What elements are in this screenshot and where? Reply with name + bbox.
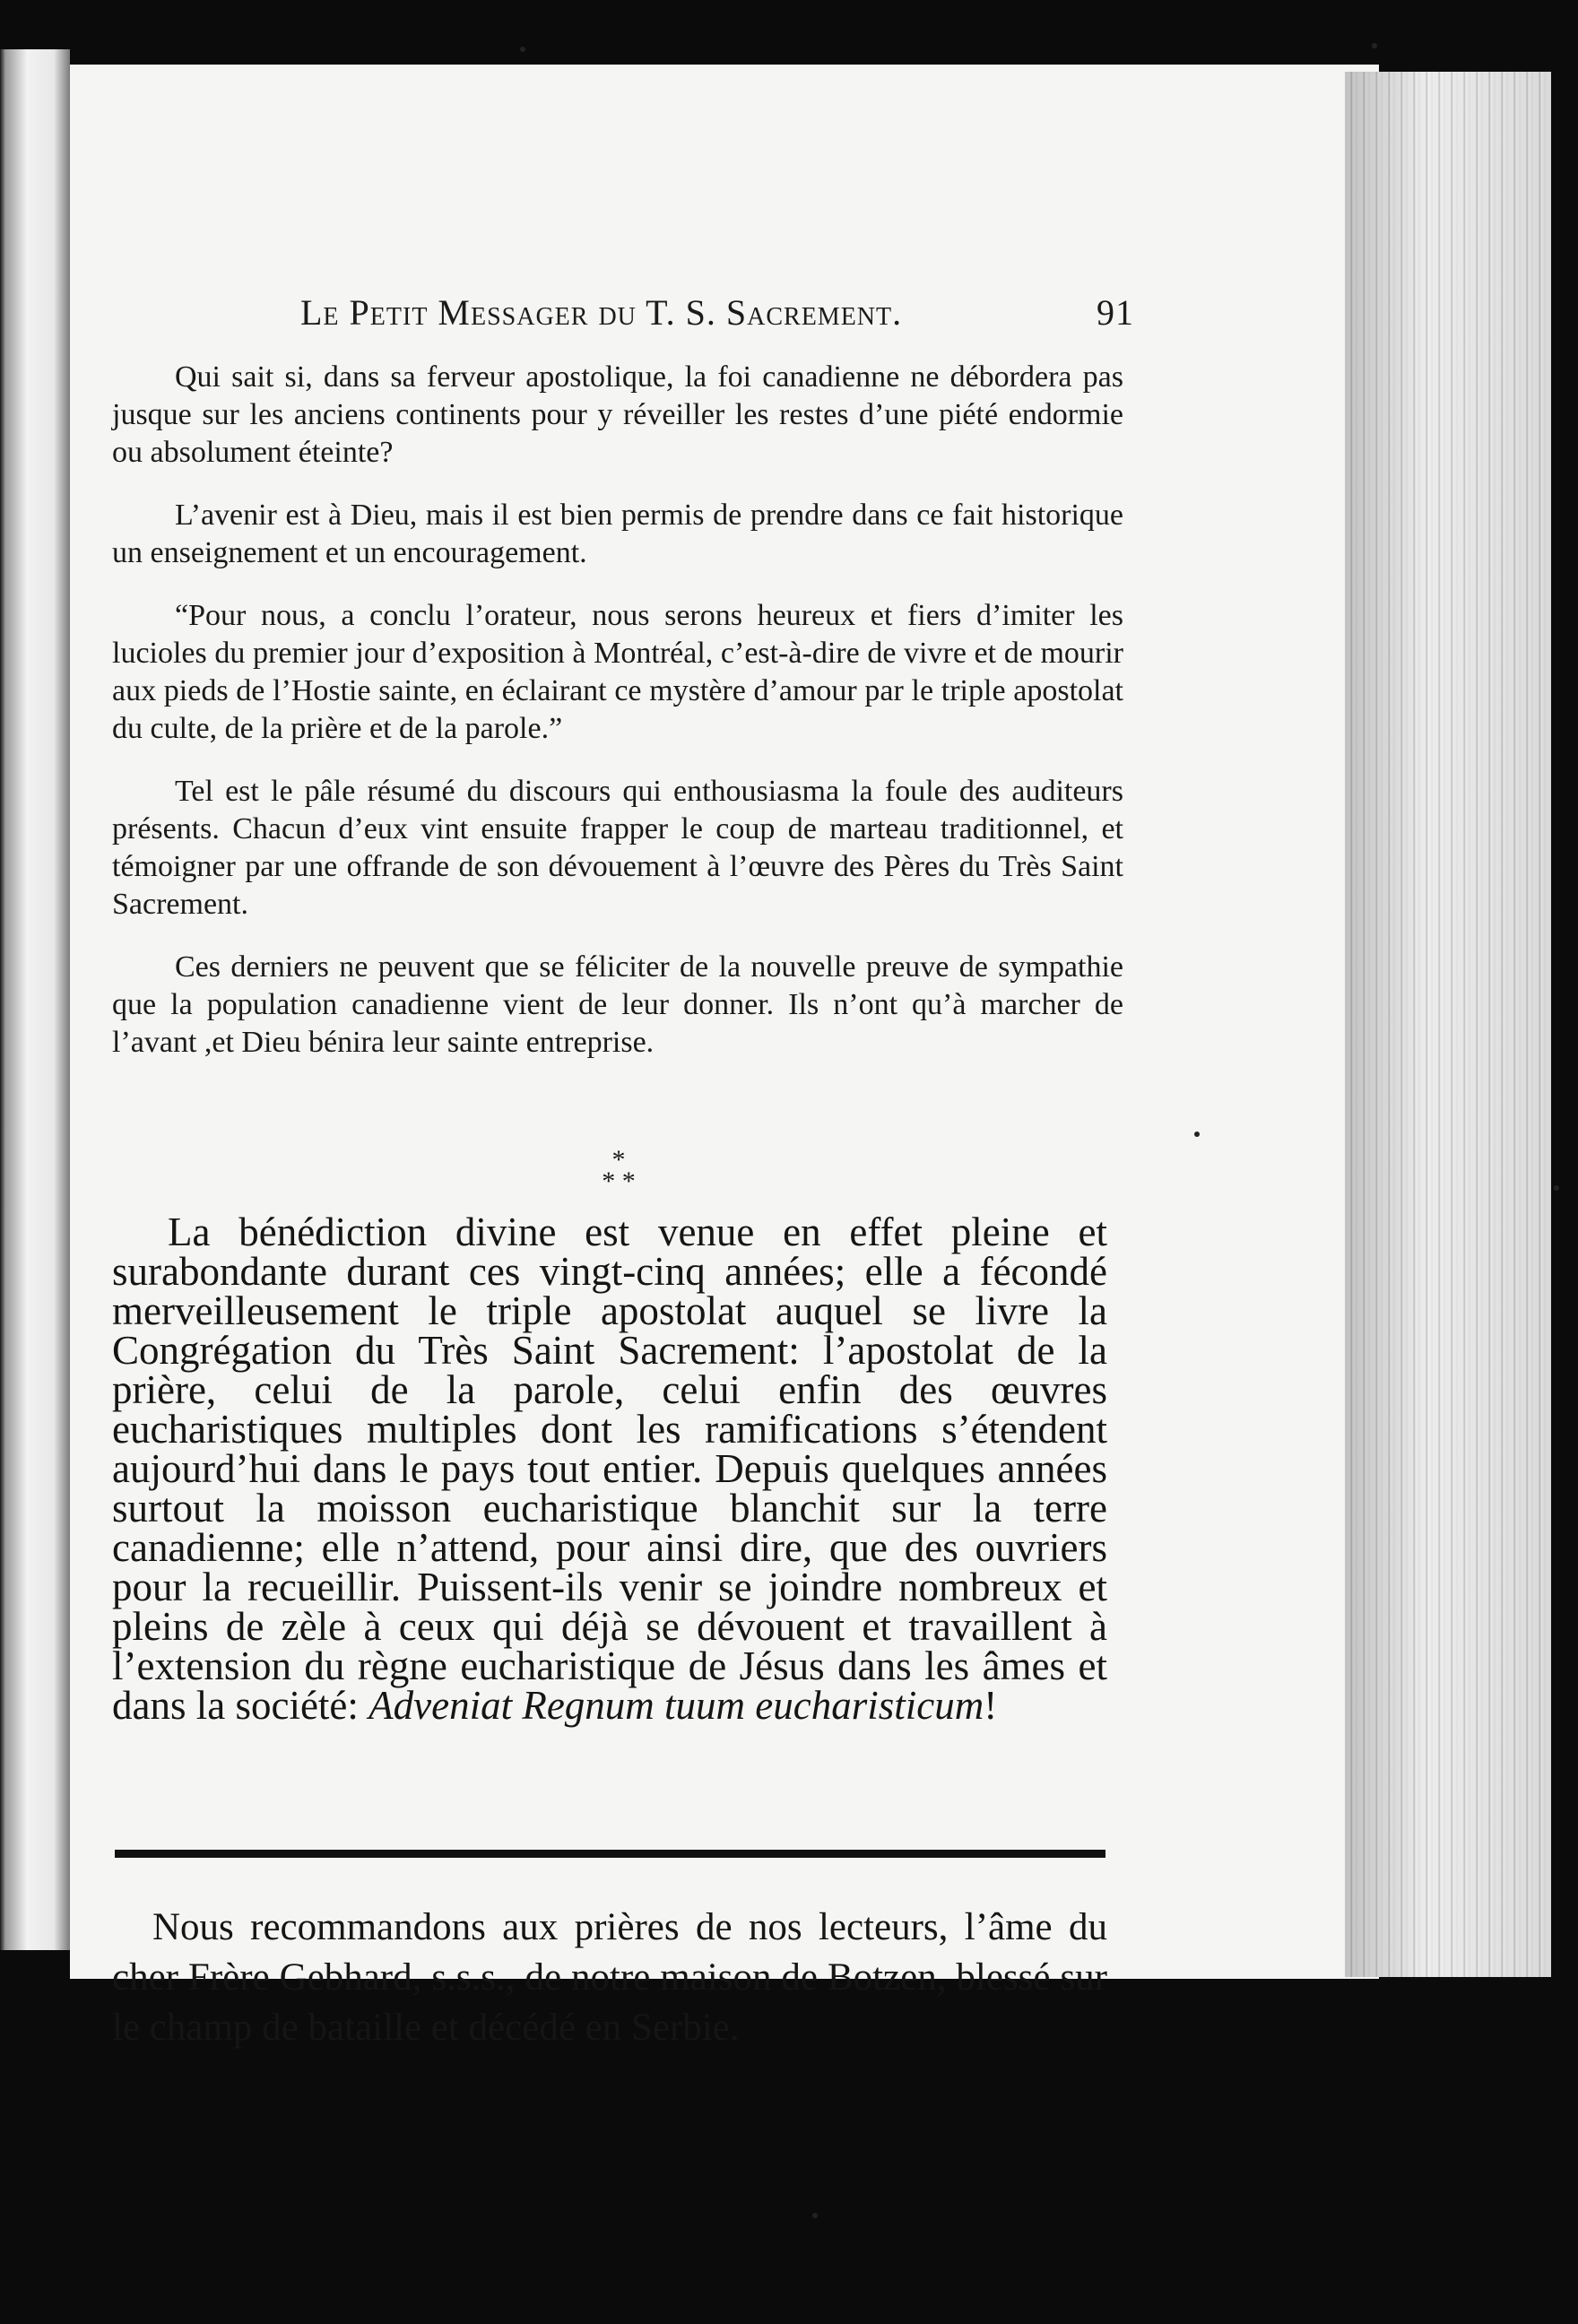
paragraph-large-italic: Adveniat Regnum tuum eucharisticum bbox=[368, 1683, 984, 1728]
paragraph-5: Ces derniers ne peuvent que se féliciter de la nouvelle preuve de sympathie que la population canadienne vient de leur donner. Ils n’ont qu’à marcher de l’avant ,et Dieu bénira leur sainte entreprise. bbox=[112, 950, 1123, 1059]
paragraph-2: L’avenir est à Dieu, mais il est bien permis de prendre dans ce fait historique un enseignement et un encouragement. bbox=[112, 499, 1123, 569]
paragraph-1: Qui sait si, dans sa ferveur apostolique, la foi canadienne ne débordera pas jusque sur les anciens continents pour y réveiller les restes d’une piété endormie ou absolument éteinte? bbox=[112, 360, 1123, 469]
dust-speck bbox=[1194, 1132, 1200, 1137]
paragraph-4: Tel est le pâle résumé du discours qui enthousiasma la foule des auditeurs présents. Chacun d’eux vint ensuite frapper le coup de marteau traditionnel, et témoigner par une offrande de son dévouement à l’œuvre des Pères du Très Saint Sacrement. bbox=[112, 775, 1123, 921]
paragraph-large bbox=[112, 1210, 1107, 1728]
page-number: 91 bbox=[1097, 292, 1134, 333]
paragraph-large-end: ! bbox=[984, 1683, 998, 1728]
horizontal-rule bbox=[115, 1850, 1105, 1858]
dust-speck bbox=[1554, 1185, 1559, 1191]
asterism-top: * bbox=[611, 1145, 626, 1175]
body-text-small bbox=[112, 359, 1123, 1087]
asterism bbox=[574, 1145, 663, 1203]
asterism-bottom: * * bbox=[602, 1166, 636, 1196]
notice-text: Nous recommandons aux prières de nos lecteurs, l’âme du cher Frère Gebhard, s.s.s., de notre maison de Botzen, blessé sur le champ de bataille et décédé en Serbie. bbox=[112, 1906, 1107, 2049]
page-stack-shadow bbox=[1345, 72, 1551, 1977]
paragraph-large-text: La bénédiction divine est venue en effet pleine et surabondante durant ces vingt-cinq années; elle a fécondé merveilleusement le triple apostolat auquel se livre la Congrégation du Très Saint Sacrement: l’apostolat de la prière, celui de la parole, celui enfin des œuvres eucharistiques multiples dont les ramifications s’étendent aujourd’hui dans le pays tout entier. Depuis quelques années surtout la moisson eucharistique blanchit sur la terre canadienne; elle n’attend, pour ainsi dire, que des ouvriers pour la recueillir. Puissent-ils venir se joindre nombreux et pleins de zèle à ceux qui déjà se dévouent et travaillent à l’extension du règne eucharistique de Jésus dans les âmes et dans la société: bbox=[112, 1210, 1107, 1728]
running-header bbox=[300, 291, 1134, 345]
dust-speck bbox=[1372, 43, 1377, 48]
running-title: Le Petit Messager du T. S. Sacrement. bbox=[300, 292, 903, 333]
dust-speck bbox=[812, 2213, 818, 2218]
left-page-edge bbox=[0, 49, 70, 1950]
body-text-large bbox=[112, 1210, 1107, 1728]
dust-speck bbox=[520, 47, 525, 52]
paragraph-3: “Pour nous, a conclu l’orateur, nous serons heureux et fiers d’imiter les lucioles du premier jour d’exposition à Montréal, c’est-à-dire de vivre et de mourir aux pieds de l’Hostie sainte, en éclairant ce mystère d’amour par le triple apostolat du culte, de la prière et de la parole.” bbox=[112, 599, 1123, 745]
obituary-notice bbox=[112, 1903, 1107, 2053]
